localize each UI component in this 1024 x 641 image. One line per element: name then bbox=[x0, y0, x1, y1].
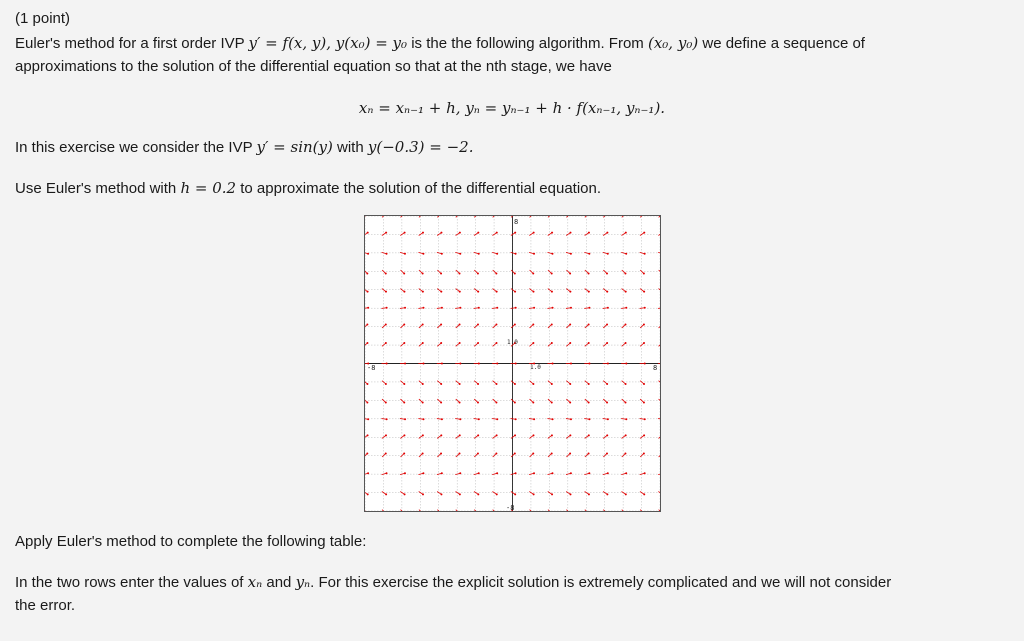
slope-arrow-head bbox=[515, 253, 517, 255]
slope-arrow-head bbox=[367, 291, 369, 293]
slope-arrow-head bbox=[496, 472, 498, 474]
slope-arrow-head bbox=[477, 452, 479, 454]
slope-arrow-head bbox=[440, 342, 442, 344]
slope-arrow-head bbox=[644, 363, 646, 365]
slope-arrow-head bbox=[644, 253, 646, 255]
slope-arrow-head bbox=[422, 434, 424, 436]
rows-text-b: . For this exercise the explicit solution is extremely complicated and we will not consider bbox=[310, 574, 892, 591]
slope-arrow-head bbox=[477, 273, 479, 275]
slope-arrow-head bbox=[569, 402, 571, 404]
slope-arrow-head bbox=[551, 434, 553, 436]
rows-line-2: the error. bbox=[15, 597, 76, 614]
slope-arrow-head bbox=[459, 232, 461, 234]
slope-arrow-head bbox=[551, 342, 553, 344]
slope-arrow-head bbox=[496, 232, 498, 234]
intro-line-2: approximations to the solution of the differential equation so that at the nth stage, we have bbox=[15, 58, 612, 75]
slope-arrow-head bbox=[570, 472, 572, 474]
slope-arrow-head bbox=[441, 418, 443, 420]
slope-arrow-head bbox=[624, 402, 626, 404]
slope-field-plot bbox=[364, 215, 661, 512]
slope-arrow-head bbox=[532, 273, 534, 275]
slope-arrow-head bbox=[588, 273, 590, 275]
slope-arrow-head bbox=[477, 434, 479, 436]
slope-arrow-head bbox=[385, 273, 387, 275]
slope-arrow-head bbox=[588, 452, 590, 454]
slope-arrow-head bbox=[532, 402, 534, 404]
slope-arrow-head bbox=[569, 493, 571, 495]
slope-arrow-head bbox=[385, 452, 387, 454]
slope-arrow-head bbox=[533, 472, 535, 474]
slope-arrow-head bbox=[569, 452, 571, 454]
slope-arrow-head bbox=[607, 253, 609, 255]
slope-arrow-head bbox=[478, 472, 480, 474]
slope-arrow-head bbox=[366, 452, 368, 454]
slope-arrow-head bbox=[569, 291, 571, 293]
slope-arrow-head bbox=[366, 383, 368, 385]
slope-arrow-head bbox=[532, 291, 534, 293]
axis-label-y-bottom: -8 bbox=[506, 504, 515, 511]
slope-arrow-head bbox=[606, 493, 608, 495]
slope-arrow-head bbox=[385, 232, 387, 234]
slope-arrow-head bbox=[403, 434, 405, 436]
slope-arrow-head bbox=[459, 402, 461, 404]
slope-arrow-head bbox=[532, 383, 534, 385]
slope-arrow-head bbox=[440, 383, 442, 385]
slope-arrow-head bbox=[386, 253, 388, 255]
slope-arrow-head bbox=[606, 383, 608, 385]
slope-arrow-head bbox=[422, 342, 424, 344]
use-h-math: h = 0.2 bbox=[180, 179, 237, 197]
slope-arrow-head bbox=[569, 434, 571, 436]
slope-arrow-head bbox=[385, 402, 387, 404]
slope-arrow-head bbox=[385, 434, 387, 436]
slope-arrow-head bbox=[532, 452, 534, 454]
axis-label-x-left: -8 bbox=[367, 364, 376, 372]
slope-arrow-head bbox=[404, 363, 406, 365]
slope-arrow-head bbox=[570, 307, 572, 309]
exercise-ic-math: y(−0.3) = −2. bbox=[367, 138, 474, 156]
slope-arrow-head bbox=[403, 323, 405, 325]
slope-arrow-head bbox=[551, 273, 553, 275]
slope-arrow-head bbox=[643, 323, 645, 325]
slope-arrow-head bbox=[588, 493, 590, 495]
slope-arrow-head bbox=[441, 253, 443, 255]
slope-arrow-head bbox=[495, 452, 497, 454]
slope-arrow-head bbox=[625, 307, 627, 309]
slope-arrow-head bbox=[496, 493, 498, 495]
slope-arrow-head bbox=[386, 307, 388, 309]
slope-arrow-head bbox=[496, 363, 498, 365]
slope-arrow-head bbox=[477, 493, 479, 495]
slope-arrow-head bbox=[643, 402, 645, 404]
slope-arrow-head bbox=[459, 493, 461, 495]
slope-arrow-head bbox=[367, 253, 369, 255]
slope-arrow-head bbox=[478, 418, 480, 420]
slope-arrow-head bbox=[403, 342, 405, 344]
slope-arrow-head bbox=[440, 232, 442, 234]
slope-arrow-head bbox=[588, 253, 590, 255]
intro-text-a: Euler's method for a first order IVP bbox=[15, 35, 245, 52]
slope-arrow-head bbox=[459, 434, 461, 436]
slope-arrow-head bbox=[570, 253, 572, 255]
slope-arrow-head bbox=[515, 472, 517, 474]
slope-arrow-head bbox=[459, 323, 461, 325]
use-line bbox=[15, 177, 601, 200]
slope-arrow-head bbox=[441, 363, 443, 365]
use-text-a: Use Euler's method with bbox=[15, 180, 177, 197]
slope-arrow bbox=[658, 419, 660, 420]
slope-arrow-head bbox=[625, 291, 627, 293]
slope-arrow-head bbox=[625, 342, 627, 344]
slope-arrow-head bbox=[533, 253, 535, 255]
slope-arrow-head bbox=[422, 452, 424, 454]
slope-arrow-head bbox=[422, 307, 424, 309]
slope-arrow-head bbox=[625, 418, 627, 420]
slope-arrow-head bbox=[496, 342, 498, 344]
points-label: (1 point) bbox=[15, 10, 71, 27]
slope-arrow-head bbox=[403, 402, 405, 404]
exercise-line bbox=[15, 136, 473, 159]
intro-text-b: is the the following algorithm. From bbox=[411, 35, 644, 52]
slope-arrow-head bbox=[643, 273, 645, 275]
slope-arrow-head bbox=[643, 493, 645, 495]
slope-arrow-head bbox=[423, 363, 425, 365]
slope-arrow-head bbox=[569, 342, 571, 344]
slope-arrow-head bbox=[496, 418, 498, 420]
slope-arrow-head bbox=[404, 253, 406, 255]
slope-arrow-head bbox=[403, 273, 405, 275]
slope-arrow-head bbox=[625, 434, 627, 436]
slope-arrow-head bbox=[588, 418, 590, 420]
slope-arrow-head bbox=[588, 402, 590, 404]
slope-arrow-head bbox=[367, 472, 369, 474]
slope-arrow-head bbox=[644, 418, 646, 420]
slope-arrow-head bbox=[477, 323, 479, 325]
slope-arrow-head bbox=[422, 291, 424, 293]
slope-arrow-head bbox=[588, 291, 590, 293]
slope-arrow-head bbox=[533, 493, 535, 495]
slope-arrow-head bbox=[588, 323, 590, 325]
slope-arrow-head bbox=[532, 342, 534, 344]
slope-arrow-head bbox=[533, 418, 535, 420]
slope-arrow-head bbox=[404, 418, 406, 420]
slope-arrow-head bbox=[404, 493, 406, 495]
slope-arrow-head bbox=[459, 291, 461, 293]
slope-arrow-head bbox=[606, 434, 608, 436]
slope-arrow-head bbox=[514, 323, 516, 325]
slope-arrow-head bbox=[551, 232, 553, 234]
slope-arrow-head bbox=[478, 253, 480, 255]
slope-arrow-head bbox=[606, 452, 608, 454]
slope-arrow-head bbox=[385, 291, 387, 293]
slope-arrow-head bbox=[441, 472, 443, 474]
slope-arrow-head bbox=[643, 452, 645, 454]
slope-arrow-head bbox=[459, 472, 461, 474]
slope-arrow-head bbox=[588, 434, 590, 436]
slope-arrow-head bbox=[551, 452, 553, 454]
slope-arrow-head bbox=[588, 232, 590, 234]
slope-arrow-head bbox=[625, 493, 627, 495]
slope-arrow-head bbox=[606, 273, 608, 275]
slope-arrow-head bbox=[551, 323, 553, 325]
slope-arrow-head bbox=[625, 232, 627, 234]
slope-arrow-head bbox=[533, 232, 535, 234]
exercise-text-b: with bbox=[337, 139, 364, 156]
slope-arrow-head bbox=[386, 472, 388, 474]
slope-arrow-head bbox=[606, 342, 608, 344]
slope-arrow-head bbox=[643, 342, 645, 344]
slope-arrow-head bbox=[514, 291, 516, 293]
slope-arrow-head bbox=[459, 418, 461, 420]
slope-arrow-head bbox=[606, 323, 608, 325]
slope-arrow-head bbox=[440, 434, 442, 436]
slope-arrow-head bbox=[441, 307, 443, 309]
slope-arrow-head bbox=[440, 402, 442, 404]
euler-formula: xₙ = xₙ₋₁ + h, yₙ = yₙ₋₁ + h · f(xₙ₋₁, yₙ₋₁). bbox=[358, 99, 666, 117]
slope-arrow-head bbox=[588, 307, 590, 309]
slope-arrow-head bbox=[440, 452, 442, 454]
slope-arrow-head bbox=[532, 323, 534, 325]
slope-arrow-head bbox=[477, 383, 479, 385]
slope-arrow-head bbox=[606, 402, 608, 404]
rows-y-math: yₙ bbox=[295, 573, 311, 591]
slope-arrow-head bbox=[514, 232, 516, 234]
slope-arrow-head bbox=[440, 273, 442, 275]
intro-pair-math: (x₀, y₀) bbox=[647, 34, 699, 52]
slope-arrow-head bbox=[644, 472, 646, 474]
slope-arrow-head bbox=[514, 383, 516, 385]
slope-arrow-head bbox=[551, 253, 553, 255]
axis-label-y-top: 8 bbox=[514, 218, 519, 226]
slope-arrow-head bbox=[643, 291, 645, 293]
slope-arrow-head bbox=[403, 291, 405, 293]
slope-arrow-head bbox=[569, 323, 571, 325]
slope-arrow-head bbox=[515, 363, 517, 365]
slope-arrow-head bbox=[607, 472, 609, 474]
exercise-ode-math: y′ = sin(y) bbox=[256, 138, 333, 156]
slope-arrow-head bbox=[624, 273, 626, 275]
slope-arrow-head bbox=[533, 307, 535, 309]
slope-arrow-head bbox=[459, 363, 461, 365]
axis-tick-y: 1.0 bbox=[507, 339, 518, 346]
slope-arrow-head bbox=[367, 307, 369, 309]
apply-line: Apply Euler's method to complete the following table: bbox=[15, 533, 367, 550]
slope-arrow-head bbox=[385, 493, 387, 495]
rows-and: and bbox=[266, 574, 292, 591]
slope-arrow-head bbox=[552, 418, 554, 420]
slope-arrow-head bbox=[532, 434, 534, 436]
slope-arrow-head bbox=[624, 323, 626, 325]
slope-arrow-head bbox=[458, 273, 460, 275]
slope-arrow-head bbox=[514, 402, 516, 404]
slope-arrow bbox=[659, 510, 660, 511]
slope-arrow-head bbox=[607, 307, 609, 309]
slope-arrow-head bbox=[495, 273, 497, 275]
slope-arrow-head bbox=[366, 273, 368, 275]
slope-arrow-head bbox=[367, 434, 369, 436]
slope-arrow-head bbox=[422, 232, 424, 234]
slope-arrow-head bbox=[514, 273, 516, 275]
slope-arrow-head bbox=[625, 363, 627, 365]
slope-arrow-head bbox=[569, 232, 571, 234]
slope-arrow-head bbox=[625, 253, 627, 255]
axis-label-x-right: 8 bbox=[653, 364, 658, 372]
slope-arrow-head bbox=[515, 418, 517, 420]
slope-arrow-head bbox=[458, 452, 460, 454]
slope-arrow-head bbox=[588, 342, 590, 344]
slope-arrow-head bbox=[495, 402, 497, 404]
slope-arrow-head bbox=[478, 363, 480, 365]
slope-arrow-head bbox=[496, 253, 498, 255]
slope-arrow-head bbox=[551, 402, 553, 404]
slope-arrow-head bbox=[477, 402, 479, 404]
slope-arrow-head bbox=[569, 273, 571, 275]
axis-tick-x: 1.0 bbox=[530, 364, 541, 371]
slope-arrow-head bbox=[625, 383, 627, 385]
slope-arrow-head bbox=[422, 493, 424, 495]
slope-arrow bbox=[658, 308, 660, 309]
slope-arrow-head bbox=[624, 452, 626, 454]
slope-arrow-head bbox=[404, 472, 406, 474]
slope-arrow-head bbox=[404, 232, 406, 234]
slope-arrow-head bbox=[367, 232, 369, 234]
slope-arrow-head bbox=[403, 383, 405, 385]
rows-x-math: xₙ bbox=[247, 573, 263, 591]
intro-ivp-math: y′ = f(x, y), y(x₀) = y₀ bbox=[248, 34, 408, 52]
slope-arrow-head bbox=[514, 452, 516, 454]
slope-arrow-head bbox=[514, 434, 516, 436]
slope-arrow-head bbox=[551, 291, 553, 293]
slope-arrow-head bbox=[477, 232, 479, 234]
slope-arrow-head bbox=[440, 291, 442, 293]
slope-arrow-head bbox=[551, 383, 553, 385]
slope-arrow-head bbox=[404, 307, 406, 309]
intro-line-1 bbox=[15, 32, 865, 55]
slope-arrow-head bbox=[569, 383, 571, 385]
slope-arrow-head bbox=[644, 307, 646, 309]
slope-arrow-head bbox=[551, 472, 553, 474]
slope-arrow-head bbox=[477, 342, 479, 344]
slope-arrow-head bbox=[422, 273, 424, 275]
slope-arrow-head bbox=[496, 307, 498, 309]
rows-line-1 bbox=[15, 571, 891, 594]
slope-arrow-head bbox=[422, 472, 424, 474]
slope-arrow-head bbox=[570, 418, 572, 420]
slope-arrow-head bbox=[643, 383, 645, 385]
slope-arrow-head bbox=[366, 402, 368, 404]
exercise-text-a: In this exercise we consider the IVP bbox=[15, 139, 253, 156]
slope-arrow-head bbox=[570, 363, 572, 365]
slope-arrow-head bbox=[496, 434, 498, 436]
slope-arrow-head bbox=[422, 402, 424, 404]
slope-arrow-head bbox=[385, 323, 387, 325]
slope-arrow-head bbox=[606, 232, 608, 234]
slope-arrow-head bbox=[477, 291, 479, 293]
slope-arrow-head bbox=[551, 493, 553, 495]
slope-arrow-head bbox=[422, 418, 424, 420]
slope-arrow-head bbox=[607, 418, 609, 420]
slope-arrow-head bbox=[588, 383, 590, 385]
slope-arrow-head bbox=[440, 493, 442, 495]
slope-arrow-head bbox=[440, 323, 442, 325]
slope-arrow-head bbox=[625, 472, 627, 474]
slope-arrow-head bbox=[367, 418, 369, 420]
slope-arrow-head bbox=[459, 383, 461, 385]
slope-arrow-head bbox=[606, 291, 608, 293]
slope-arrow-head bbox=[422, 253, 424, 255]
slope-arrow-head bbox=[366, 342, 368, 344]
slope-arrow-head bbox=[386, 363, 388, 365]
use-text-b: to approximate the solution of the differential equation. bbox=[240, 180, 602, 197]
slope-arrow-head bbox=[495, 323, 497, 325]
slope-arrow-head bbox=[422, 323, 424, 325]
rows-text-a: In the two rows enter the values of bbox=[15, 574, 244, 591]
slope-arrow-head bbox=[385, 383, 387, 385]
slope-arrow-head bbox=[496, 383, 498, 385]
slope-arrow-head bbox=[403, 452, 405, 454]
slope-arrow-head bbox=[643, 434, 645, 436]
slope-arrow-head bbox=[496, 291, 498, 293]
slope-arrow-head bbox=[588, 472, 590, 474]
slope-arrow-head bbox=[459, 307, 461, 309]
slope-arrow-head bbox=[588, 363, 590, 365]
slope-arrow-head bbox=[643, 232, 645, 234]
slope-arrow-head bbox=[366, 323, 368, 325]
intro-text-c: we define a sequence of bbox=[702, 35, 865, 52]
slope-arrow-head bbox=[607, 363, 609, 365]
slope-arrow-head bbox=[459, 342, 461, 344]
slope-arrow-head bbox=[552, 307, 554, 309]
slope-arrow-head bbox=[514, 493, 516, 495]
slope-field-svg bbox=[365, 216, 660, 511]
slope-arrow-head bbox=[367, 493, 369, 495]
slope-arrow-head bbox=[422, 383, 424, 385]
slope-arrow-head bbox=[386, 418, 388, 420]
slope-arrow-head bbox=[515, 307, 517, 309]
slope-arrow-head bbox=[552, 363, 554, 365]
slope-arrow-head bbox=[459, 253, 461, 255]
slope-arrow-head bbox=[478, 307, 480, 309]
slope-arrow-head bbox=[385, 342, 387, 344]
